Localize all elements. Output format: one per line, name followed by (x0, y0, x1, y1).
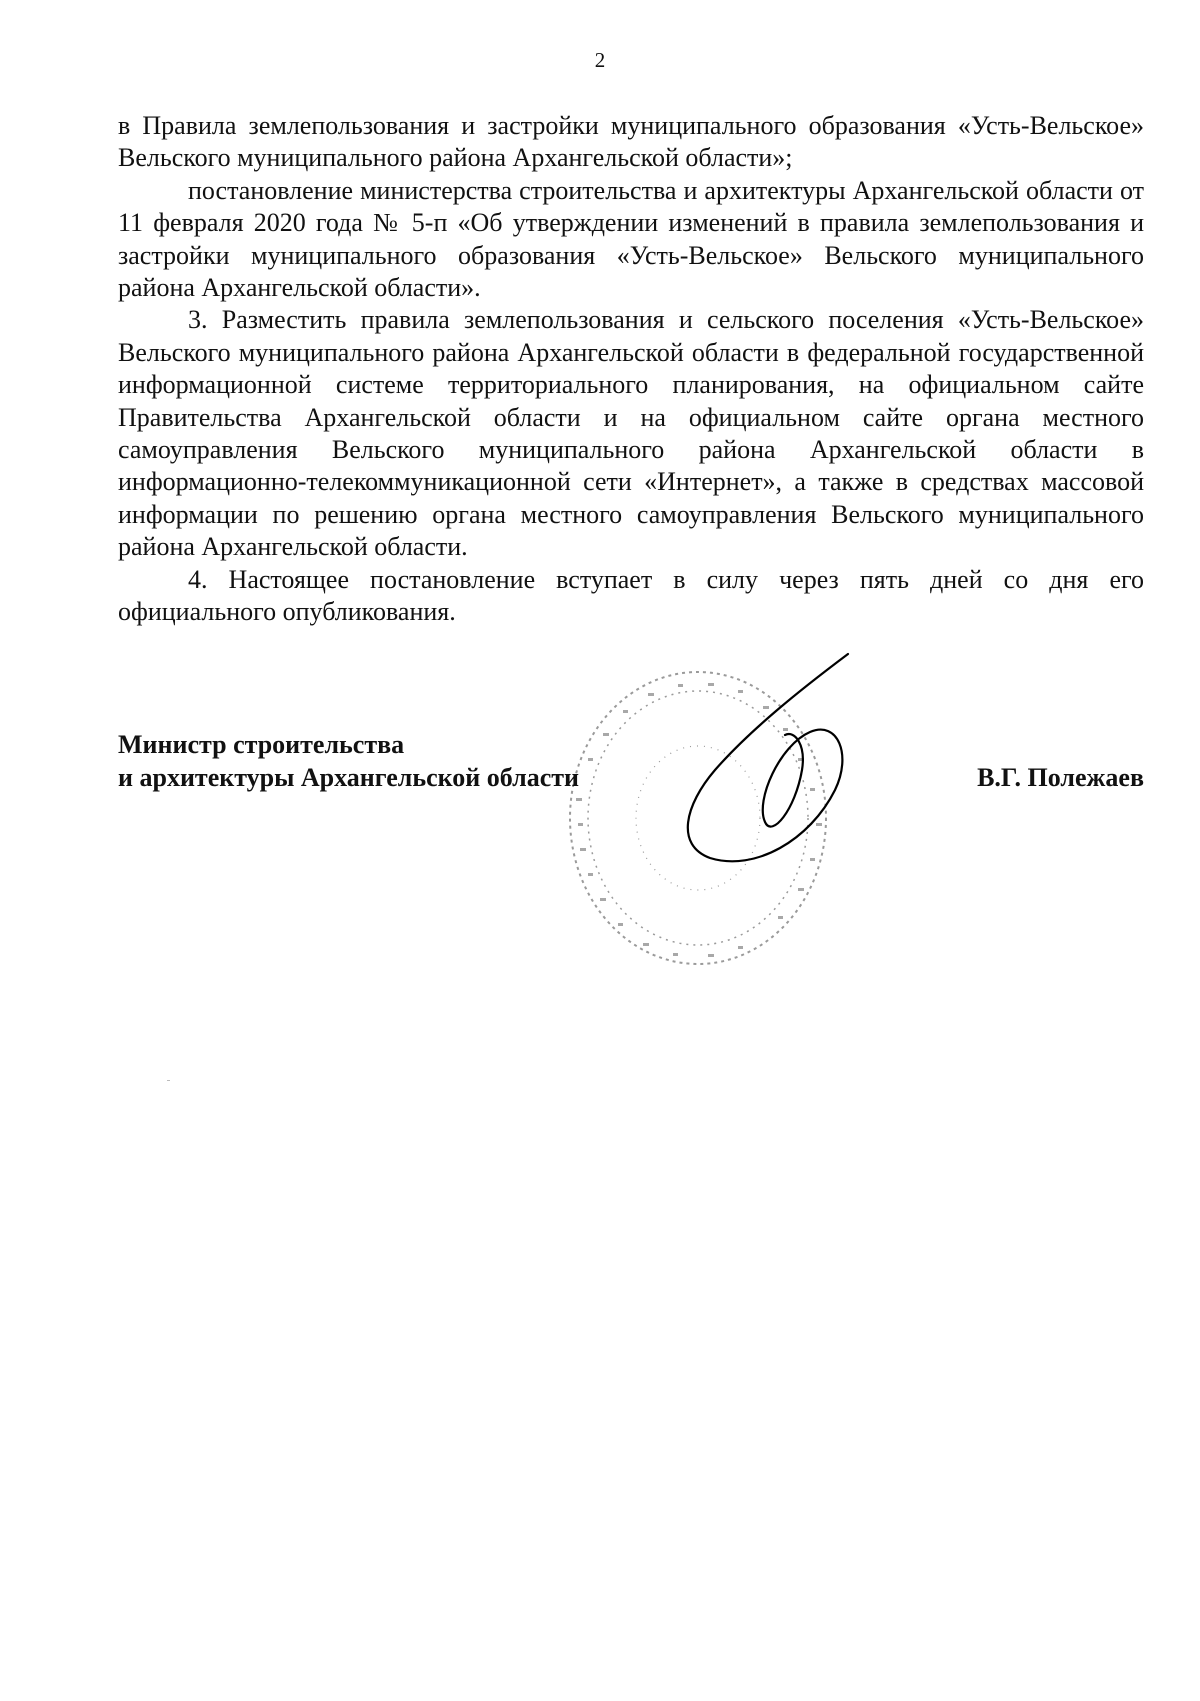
paragraph-continuation: в Правила землепользования и застройки муниципального образования «Усть-Вельское» Вельского муниципального района Архангельской области»; (118, 111, 1144, 173)
document-body (118, 110, 1144, 629)
paragraph-resolution-reference: постановление министерства строительства и архитектуры Архангельской области от 11 февраля 2020 года № 5-п «Об утверждении изменений в правила землепользования и застройки муниципального образования «Усть-Вельское» Вельского муниципального района Архангельской области». (118, 175, 1144, 303)
signer-title-line-1: Министр строительства (118, 730, 405, 759)
paragraph-item-3: 3. Разместить правила землепользования и сельского поселения «Усть-Вельское» Вельского муниципального района Архангельской области в федеральной государственной информационной системе территориального планирования, на официальном сайте Правительства Архангельской области и на официальном сайте органа местного самоуправления Вельского муниципального района Архангельской области в информационно-телекоммуникационной сети «Интернет», а также в средствах массовой информации по решению органа местного самоуправления Вельского муниципального района Архангельской области. (118, 305, 1144, 562)
signer-title-line-2: и архитектуры Архангельской области (118, 763, 580, 792)
signer-name: В.Г. Полежаев (977, 763, 1144, 792)
page-number: 2 (594, 48, 606, 72)
paragraph-item-4: 4. Настоящее постановление вступает в силу через пять дней со дня его официального опубликования. (118, 564, 1144, 627)
scan-artifact (167, 1080, 170, 1081)
